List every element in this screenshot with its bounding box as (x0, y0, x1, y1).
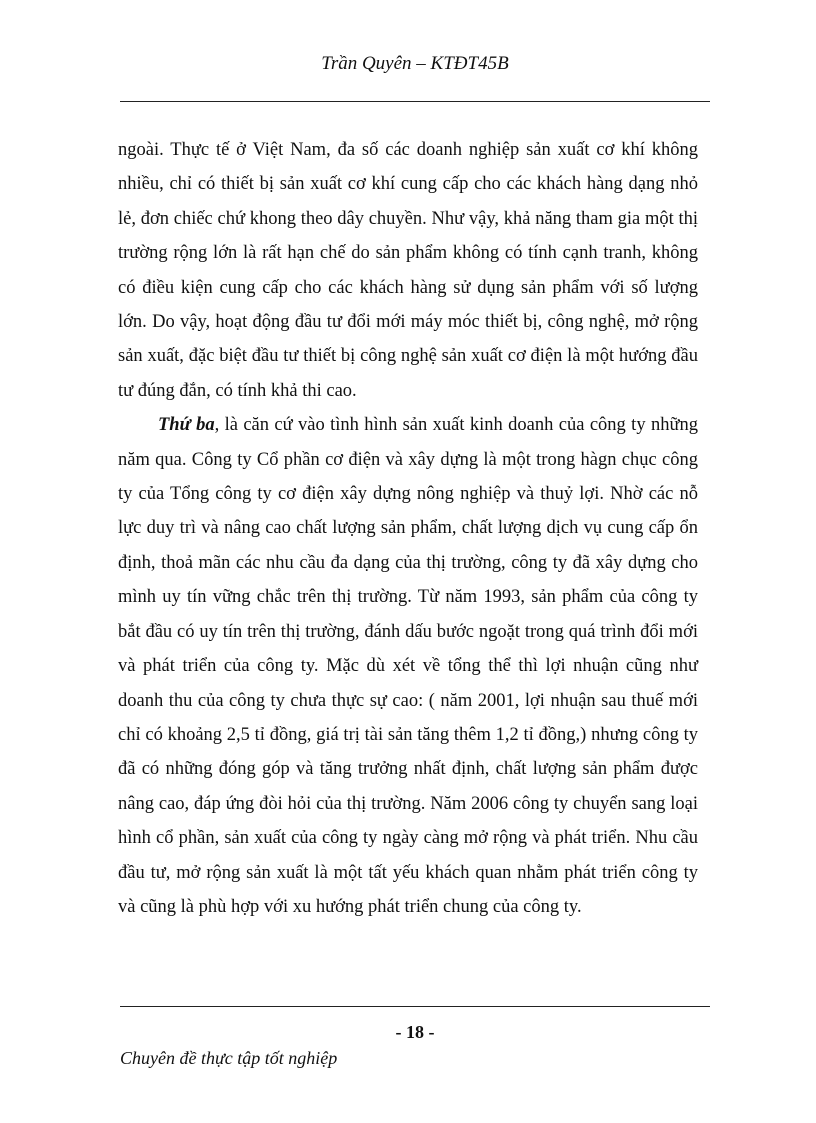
paragraph-2 (118, 408, 698, 924)
document-body (118, 133, 698, 924)
footer-title: Chuyên đề thực tập tốt nghiệp (120, 1048, 338, 1068)
paragraph-1: ngoài. Thực tế ở Việt Nam, đa số các doanh nghiệp sản xuất cơ khí không nhiều, chỉ có thiết bị sản xuất cơ khí cung cấp cho các khách hàng dạng nhỏ lẻ, đơn chiếc chứ khong theo dây chuyền. Như vậy, khả năng tham gia một thị trường rộng lớn là rất hạn chế do sản phẩm không có tính cạnh tranh, không có điều kiện cung cấp cho các khách hàng sử dụng sản phẩm với số lượng lớn. Do vậy, hoạt động đầu tư đổi mới máy móc thiết bị, công nghệ, mở rộng sản xuất, đặc biệt đầu tư thiết bị công nghệ sản xuất cơ điện là một hướng đầu tư đúng đắn, có tính khả thi cao. (118, 140, 698, 401)
paragraph-2-text: , là căn cứ vào tình hình sản xuất kinh doanh của công ty những năm qua. Công ty Cổ phần cơ điện và xây dựng là một trong hàgn chục công ty của Tổng công ty cơ điện xây dựng nông nghiệp và thuỷ lợi. Nhờ các nỗ lực duy trì và nâng cao chất lượng sản phẩm, chất lượng dịch vụ cung cấp ổn định, thoả mãn các nhu cầu đa dạng của thị trường, công ty đã xây dựng cho mình uy tín vững chắc trên thị trường. Từ năm 1993, sản phẩm của công ty bắt đầu có uy tín trên thị trường, đánh dấu bước ngoặt trong quá trình đổi mới và phát triển của công ty. Mặc dù xét về tổng thể thì lợi nhuận cũng như doanh thu của công ty chưa thực sự cao: ( năm 2001, lợi nhuận sau thuế mới chỉ có khoảng 2,5 tỉ đồng, giá trị tài sản tăng thêm 1,2 tỉ đồng,) nhưng công ty đã có những đóng góp và tăng trưởng nhất định, chất lượng sản phẩm được nâng cao, đáp ứng đòi hỏi của thị trường. Năm 2006 công ty chuyển sang loại hình cổ phần, sản xuất của công ty ngày càng mở rộng và phát triển. Nhu cầu đầu tư, mở rộng sản xuất là một tất yếu khách quan nhằm phát triển công ty và cũng là phù hợp với xu hướng phát triển chung của công ty. (118, 415, 698, 917)
page-header: Trần Quyên – KTĐT45B (321, 53, 509, 74)
header-rule (120, 101, 710, 102)
page-number: - 18 - (395, 1022, 435, 1042)
footer-rule (120, 1006, 710, 1007)
paragraph-2-lead: Thứ ba (158, 415, 215, 436)
